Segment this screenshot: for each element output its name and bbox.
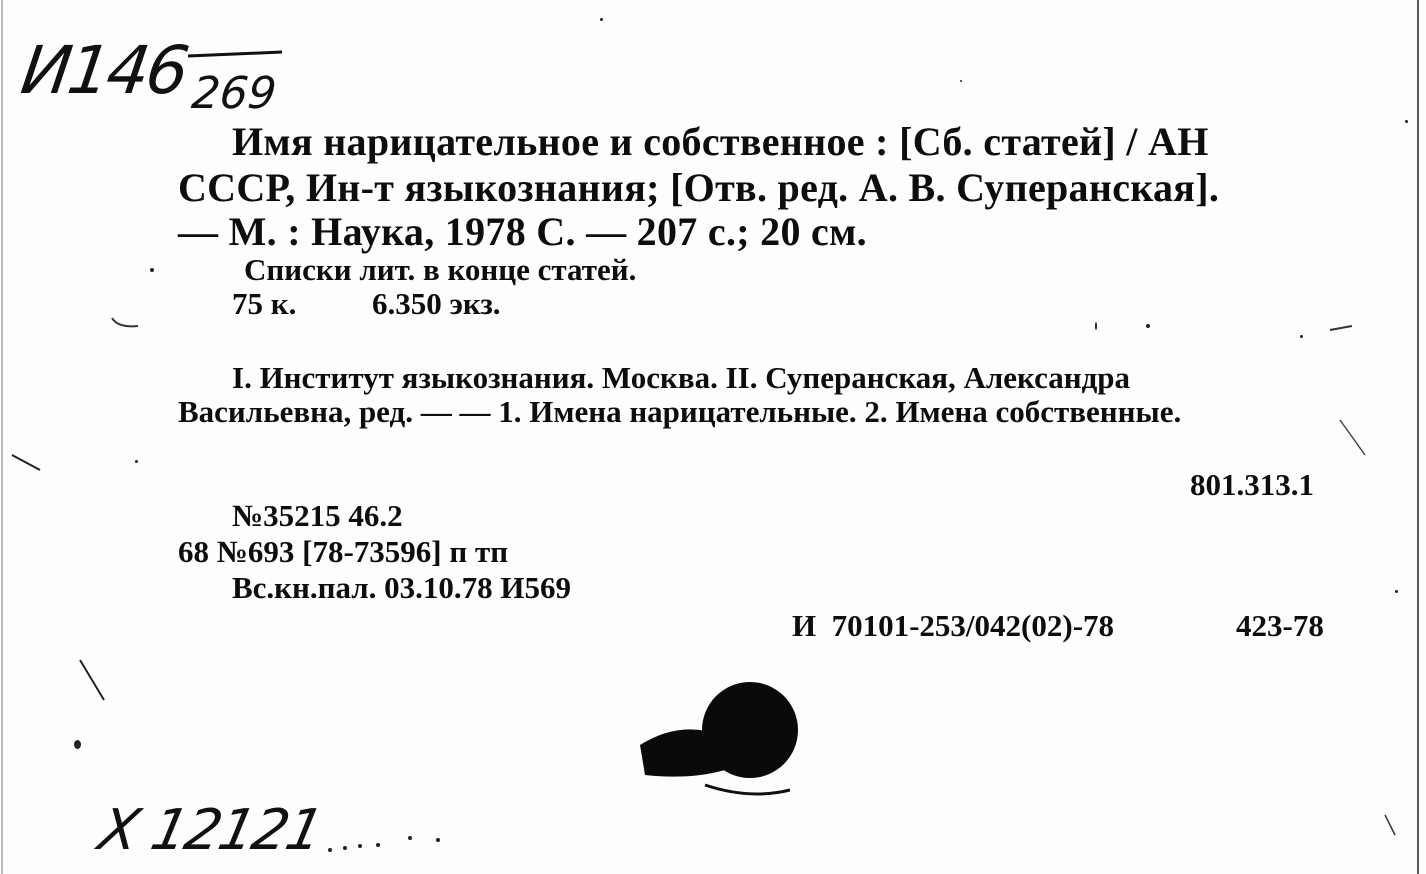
tracings-line-2: Васильевна, ред. — — 1. Имена нарицательные. 2. Имена собственные. (178, 394, 1182, 429)
imprint-line-3: Вс.кн.пал. 03.10.78 И569 (232, 570, 572, 605)
speck (1146, 324, 1150, 328)
title-line-2: СССР, Ин-т языкознания; [Отв. ред. А. В. Суперанская]. (178, 165, 1220, 210)
speck (960, 80, 962, 82)
handwritten-inventory-number: Х 12121 (93, 798, 328, 863)
speck (150, 268, 154, 272)
bibliography-note: Списки лит. в конце статей. (244, 252, 637, 287)
price: 75 к. (232, 286, 297, 321)
order-number: 423-78 (1236, 608, 1324, 643)
speck (1395, 590, 1398, 593)
speck (135, 460, 138, 463)
speck (1095, 322, 1097, 330)
handwritten-shelf-number: 269 (189, 68, 279, 119)
imprint-line-1: №35215 46.2 (232, 498, 403, 533)
speck (74, 740, 81, 749)
speck (1405, 120, 1408, 123)
publisher-code: И 70101-253/042(02)-78 (792, 608, 1115, 643)
title-line-1: Имя нарицательное и собственное : [Сб. статей] / АН (232, 119, 1209, 164)
handwritten-call-number: И146 (16, 32, 191, 109)
classification-number: 801.313.1 (1190, 467, 1314, 502)
speck (1300, 335, 1303, 338)
speck (600, 18, 603, 21)
title-line-3: — М. : Наука, 1978 С. — 207 с.; 20 см. (178, 209, 867, 254)
copies: 6.350 экз. (372, 286, 501, 321)
imprint-line-2: 68 №693 [78-73596] п тп (178, 534, 509, 569)
tracings-line-1: I. Институт языкознания. Москва. II. Суперанская, Александра (232, 360, 1131, 395)
